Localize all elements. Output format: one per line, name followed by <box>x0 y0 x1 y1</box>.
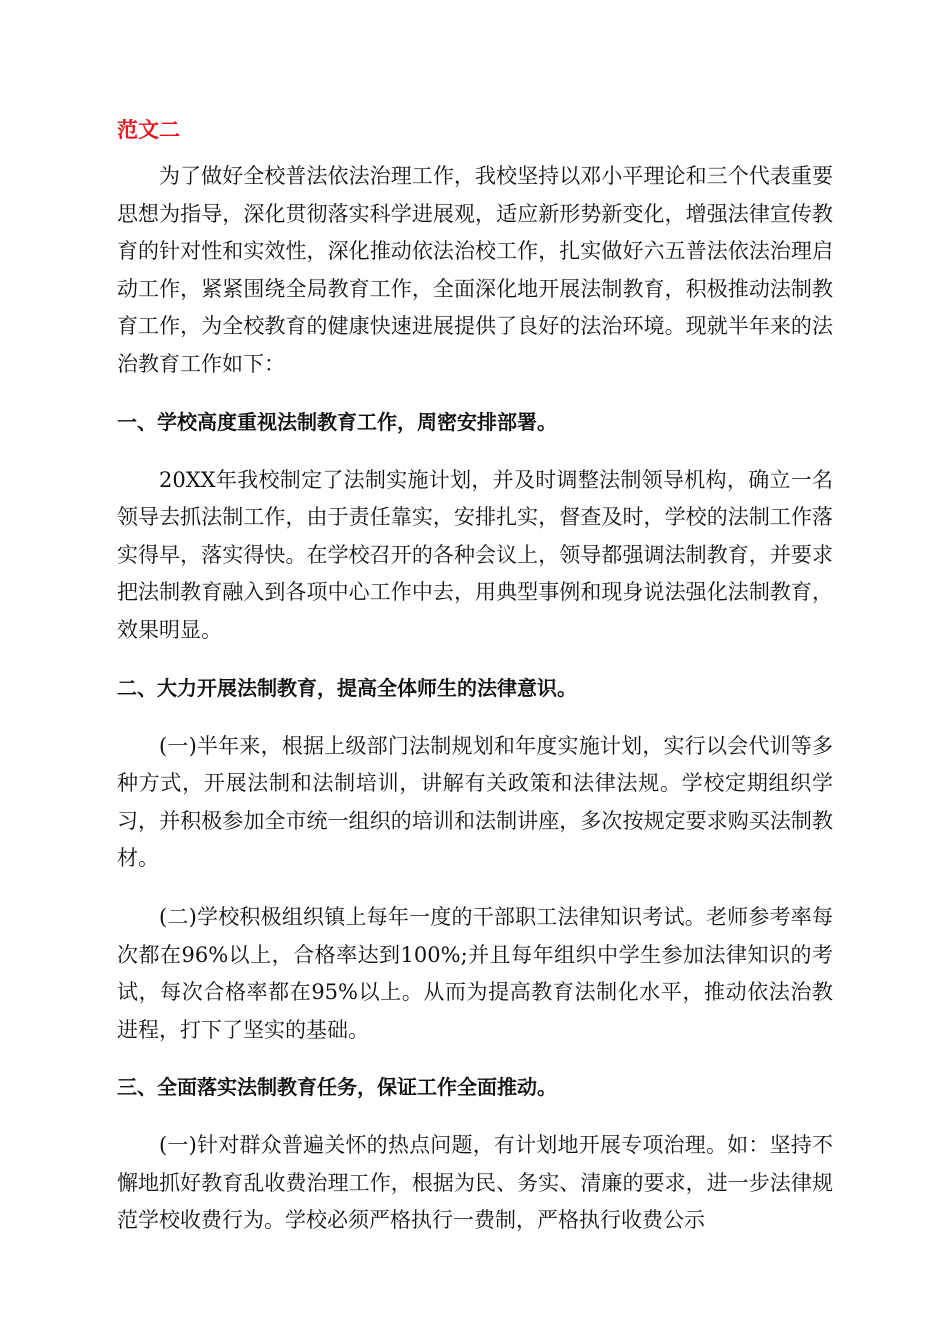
document-body <box>117 112 833 1240</box>
section-2-paragraph-2: (二)学校积极组织镇上每年一度的干部职工法律知识考试。老师参考率每次都在96%以上，合格率达到100%;并且每年组织中学生参加法律知识的考试，每次合格率都在95%以上。从而为提高教育法制化水平，推动依法治教进程，打下了坚实的基础。 <box>117 904 833 1042</box>
section-2-paragraph-1: (一)半年来，根据上级部门法制规划和年度实施计划，实行以会代训等多种方式，开展法制和法制培训，讲解有关政策和法律法规。学校定期组织学习，并积极参加全市统一组织的培训和法制讲座，多次按规定要求购买法制教材。 <box>117 733 833 871</box>
section-1-paragraph-1: 20XX年我校制定了法制实施计划，并及时调整法制领导机构，确立一名领导去抓法制工作，由于责任靠实，安排扎实，督查及时，学校的法制工作落实得早，落实得快。在学校召开的各种会议上，领导都强调法制教育，并要求把法制教育融入到各项中心工作中去，用典型事例和现身说法强化法制教育，效果明显。 <box>117 467 833 642</box>
section-heading-3: 三、全面落实法制教育任务，保证工作全面推动。 <box>117 1075 557 1100</box>
section-heading-1: 一、学校高度重视法制教育工作，周密安排部署。 <box>117 409 557 434</box>
section-heading-2: 二、大力开展法制教育，提高全体师生的法律意识。 <box>117 675 577 700</box>
section-3-paragraph-1: (一)针对群众普遍关怀的热点问题，有计划地开展专项治理。如：坚持不懈地抓好教育乱收费治理工作，根据为民、务实、清廉的要求，进一步法律规范学校收费行为。学校必须严格执行一费制，严格执行收费公示 <box>117 1133 833 1233</box>
document-title: 范文二 <box>117 118 180 142</box>
intro-paragraph: 为了做好全校普法依法治理工作，我校坚持以邓小平理论和三个代表重要思想为指导，深化贯彻落实科学进展观，适应新形势新变化，增强法律宣传教育的针对性和实效性，深化推动依法治校工作，扎实做好六五普法依法治理启动工作，紧紧围绕全局教育工作，全面深化地开展法制教育，积极推动法制教育工作，为全校教育的健康快速进展提供了良好的法治环境。现就半年来的法治教育工作如下： <box>117 164 833 376</box>
